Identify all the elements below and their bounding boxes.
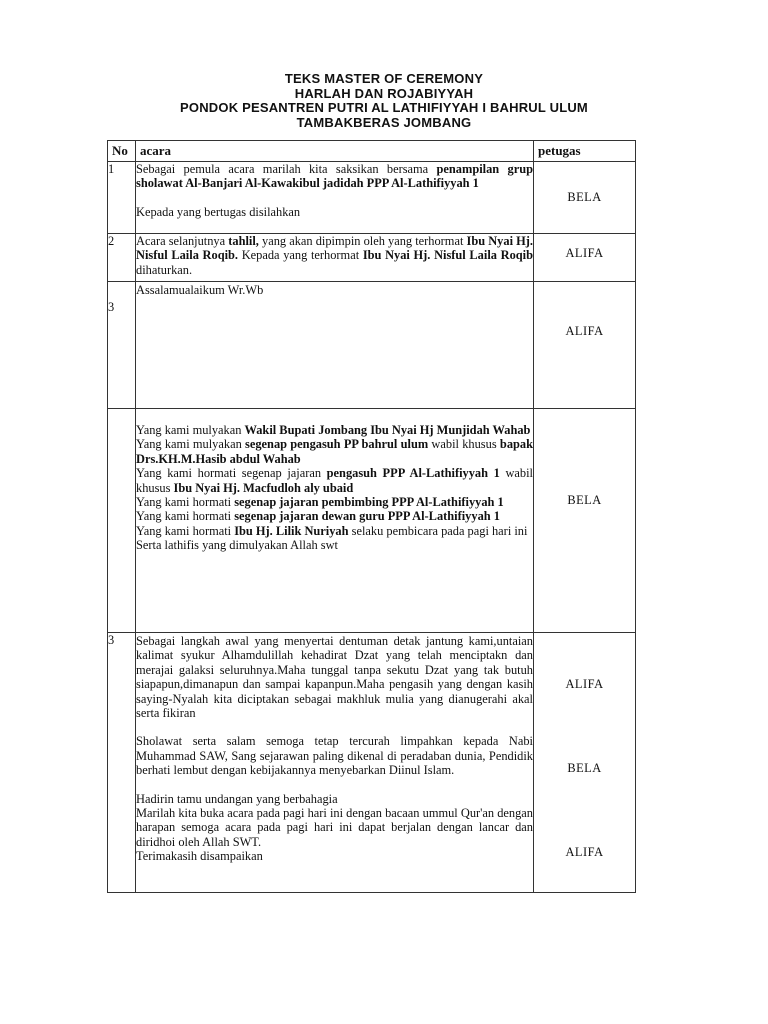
table-row — [108, 282, 636, 409]
row-acara — [136, 234, 534, 282]
acara-paragraph — [136, 162, 533, 191]
text-run: Yang kami hormati — [136, 509, 235, 524]
header-acara: acara — [136, 141, 534, 162]
petugas-name: ALIFA — [565, 246, 604, 260]
text-run: Yang kami mulyakan — [136, 437, 246, 452]
acara-paragraph: Sebagai langkah awal yang menyertai dentuman detak jantung kami,untaian kalimat syukur Alhamdulillah kehadirat Dzat yang telah menciptakn dan merajai galaksi seluruhnya.Maha tunggal tanpa sekutu Dzat yang tak butuh siapapun,dimanapun dan sampai kapanpun.Maha pengasih yang dengan kasih saying-Nyalah kita diciptakan sebagai makhluk mulia yang dianugerahi akal serta fikiran — [136, 634, 533, 721]
row-petugas — [534, 162, 636, 234]
row-acara — [136, 162, 534, 234]
acara-paragraph: Marilah kita buka acara pada pagi hari ini dengan bacaan ummul Qur'an dengan harapan semoga acara pada pagi hari ini dapat berjalan dengan lancar dan diridhoi oleh Allah SWT. — [136, 806, 533, 849]
bold-text-run: Ibu Nyai Hj. Macfudloh aly ubaid — [173, 480, 354, 495]
text-run: Yang kami hormati — [136, 523, 235, 538]
text-run: Yang kami mulyakan — [136, 423, 245, 437]
acara-paragraph — [136, 437, 533, 466]
row-petugas — [534, 282, 636, 409]
petugas-name: BELA — [567, 761, 602, 775]
paragraph-gap — [136, 720, 533, 734]
row-number: 2 — [108, 234, 136, 282]
text-run: dihaturkan. — [136, 262, 193, 277]
acara-paragraph: Kepada yang bertugas disilahkan — [136, 204, 301, 219]
text-run: Yang kami hormati segenap jajaran — [136, 466, 327, 481]
bold-text-run: segenap pengasuh PP bahrul ulum — [245, 437, 429, 452]
row-acara — [136, 409, 534, 633]
acara-paragraph — [136, 495, 533, 509]
bold-text-run: Wakil Bupati Jombang Ibu Nyai Hj Munjidah Wahab — [244, 423, 531, 437]
row-petugas — [534, 409, 636, 633]
bold-text-run: Ibu Hj. Lilik Nuriyah — [234, 523, 349, 538]
row-number: 3 — [108, 633, 136, 893]
acara-paragraph — [136, 423, 533, 437]
text-run: selaku pembicara pada pagi hari ini — [348, 523, 528, 538]
bold-text-run: Ibu Nyai Hj. Nisful Laila Roqib. — [136, 234, 533, 263]
ceremony-table — [107, 140, 636, 893]
row-number — [108, 409, 136, 633]
paragraph-gap — [136, 778, 533, 792]
row-acara — [136, 282, 534, 409]
row-petugas — [534, 633, 636, 893]
acara-paragraph: Serta lathifis yang dimulyakan Allah swt — [136, 538, 339, 553]
petugas-name: BELA — [567, 493, 602, 507]
title-line-1: TEKS MASTER OF CEREMONY — [284, 71, 484, 86]
acara-paragraph: Assalamualaikum Wr.Wb — [136, 283, 264, 297]
acara-paragraph — [136, 234, 533, 277]
petugas-name: ALIFA — [565, 324, 604, 338]
title-line-3: PONDOK PESANTREN PUTRI AL LATHIFIYYAH I BAHRUL ULUM — [180, 100, 588, 115]
acara-paragraph: Sholawat serta salam semoga tetap tercurah limpahkan kepada Nabi Muhammad SAW, Sang sejarawan paling dikenal di peradaban dunia, Pendidik berhati lembut dengan kebijakannya menyebarkan Diinul Islam. — [136, 734, 533, 778]
petugas-name: BELA — [567, 190, 602, 204]
bold-text-run: segenap jajaran dewan guru PPP Al-Lathifiyyah 1 — [234, 509, 500, 524]
title-line-2: HARLAH DAN ROJABIYYAH — [294, 85, 474, 101]
table-row — [108, 633, 636, 893]
acara-paragraph: Terimakasih disampaikan — [136, 849, 263, 864]
row-acara — [136, 633, 534, 893]
text-run: wabil khusus — [136, 466, 533, 495]
table-row — [108, 234, 636, 282]
bold-text-run: bapak Drs.KH.M.Hasib abdul Wahab — [136, 437, 533, 466]
table-row — [108, 409, 636, 633]
row-number: 1 — [108, 162, 136, 234]
petugas-name: ALIFA — [565, 845, 604, 859]
bold-text-run: tahlil, — [228, 234, 259, 248]
paragraph-gap — [136, 191, 533, 205]
table-header-row — [108, 141, 636, 162]
bold-text-run: penampilan grup sholawat Al-Banjari Al-Kawakibul jadidah PPP Al-Lathifiyyah 1 — [136, 162, 533, 191]
bold-text-run: segenap jajaran pembimbing PPP Al-Lathifiyyah 1 — [234, 495, 504, 510]
header-petugas: petugas — [534, 141, 636, 162]
table-row — [108, 162, 636, 234]
acara-paragraph — [136, 509, 533, 523]
text-run: Acara selanjutnya — [136, 234, 229, 248]
row-number: 3 — [108, 282, 136, 409]
acara-paragraph — [136, 524, 533, 538]
bold-text-run: pengasuh PPP Al-Lathifiyyah 1 — [326, 466, 500, 481]
text-run: Sebagai pemula acara marilah kita saksikan bersama — [136, 162, 437, 176]
row-petugas — [534, 234, 636, 282]
document-title — [0, 72, 768, 130]
text-run: wabil khusus — [428, 437, 500, 452]
text-run: Kepada yang terhormat — [238, 248, 363, 263]
title-line-4: TAMBAKBERAS JOMBANG — [296, 114, 472, 130]
acara-paragraph — [136, 466, 533, 495]
acara-paragraph: Hadirin tamu undangan yang berbahagia — [136, 791, 338, 806]
petugas-name: ALIFA — [565, 677, 604, 691]
text-run: Yang kami hormati — [136, 495, 235, 510]
header-no: No — [108, 141, 136, 162]
bold-text-run: Ibu Nyai Hj. Nisful Laila Roqib — [362, 248, 533, 263]
text-run: yang akan dipimpin oleh yang terhormat — [258, 234, 467, 248]
